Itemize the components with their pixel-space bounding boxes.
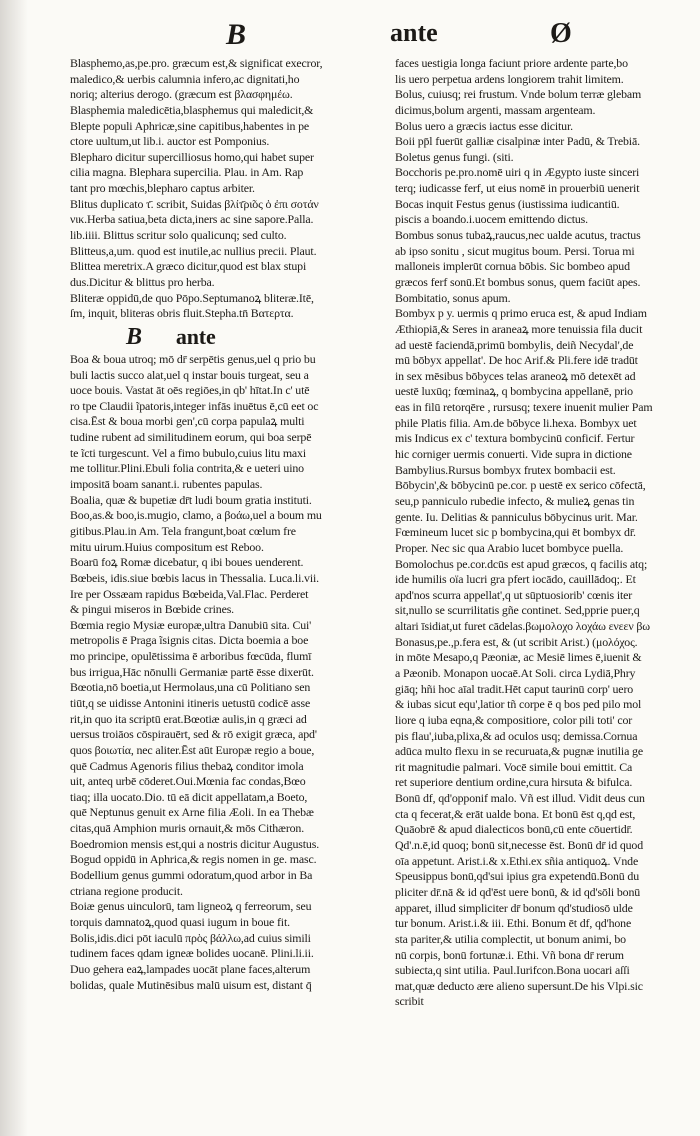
text-line: pis flau',iuba,plixa,& ad oculos usq; demissa.Cornua bbox=[395, 728, 638, 743]
text-line: Bœbeis, idis.siue bœbis lacus in Thessalia. Luca.li.vii. bbox=[70, 570, 319, 585]
text-line: metropolis ē Praga ĩsignis citas. Dicta boemia a boe bbox=[70, 633, 309, 648]
header-mark: Ø bbox=[550, 18, 572, 49]
text-line: ſm, inquit, bliteras obris fluit.Stepha.tn̄ Βατερτα. bbox=[70, 306, 294, 321]
text-line: malloneis implerūt cornua bōbis. Sic bombeo apud bbox=[395, 259, 630, 274]
text-line: Boletus genus fungi. (siti. bbox=[395, 149, 514, 164]
text-line: piscis a boando.i.uocem emittendo dictus. bbox=[395, 212, 588, 227]
page-gutter-shadow bbox=[0, 0, 28, 1136]
section-header-keyword: ante bbox=[175, 323, 216, 349]
text-line: pliciter dr̄.nā & id qd'ēst uere bonū, & id qd'sōli bonū bbox=[395, 884, 641, 899]
text-line: lis uero perpetua ardens longiorem trahit limitem. bbox=[395, 71, 624, 86]
text-line: te ĩcti turgescunt. Vel a fimo bubulo,cuius litu maxi bbox=[70, 445, 306, 460]
text-line: ro tpe Claudii ĩpatoris,integer infās inuētus ē,cū eet oc bbox=[70, 398, 319, 413]
text-line: tiūt,q se uidisse Antonini itineris uetustū codicē asse bbox=[70, 695, 311, 710]
text-line: Boarū foꝝ Romæ dicebatur, q ibi boues uenderent. bbox=[70, 555, 304, 570]
text-line: Bœmia regio Mysiæ europæ,ultra Danubiū sita. Cui' bbox=[70, 617, 312, 632]
text-line: Blepte populi Aphricæ,sine capitibus,habentes in pe bbox=[70, 118, 310, 133]
text-line: mis Indicus ex c' textura bombycinū conficif. Fertur bbox=[395, 431, 635, 446]
text-line: a Pæonib. Monapon uocaē.At Soli. circa Lydiā,Phry bbox=[395, 665, 636, 680]
text-line: Blepharo dicitur supercilliosus homo,qui habet super bbox=[70, 149, 314, 164]
text-line: Bonū df, qd'opponif malo. Vñ est illud. Vidit deus cun bbox=[395, 791, 645, 806]
text-line: mū bōbyx appellat'. De hoc Arif.& Pli.fere idē tradūt bbox=[395, 353, 638, 368]
text-line: Proper. Nec sic qua Arabio lucet bombyce puella. bbox=[395, 540, 624, 555]
text-line: ab ipso sonitu , sicut mugitus boum. Persi. Torua mi bbox=[395, 243, 635, 258]
text-line: Boo,as.& boo,is.mugio, clamo, a βοάω,uel a boum mu bbox=[70, 508, 322, 523]
text-line: quē Cadmus Agenoris filius thebaꝝ conditor imola bbox=[70, 758, 304, 773]
text-line: Blitteus,a,um. quod est inutile,ac nullius precii. Plaut. bbox=[70, 243, 317, 258]
text-line: rit magnitudie palmari. Vocē simile boui emittit. Ca bbox=[395, 759, 633, 774]
text-line: Ire per Ossæam rapidus Bœbeida,Val.Flac. Perderet bbox=[70, 586, 309, 601]
text-line: in sex mēsibus bōbyces telas araneoꝝ mō detexēt ad bbox=[395, 368, 636, 383]
text-line: terq; iudicasse ferf, ut eius nomē in prouerbiū uenerit bbox=[395, 181, 640, 196]
text-line: Boa & boua utroq; mō dr̄ serpētis genus,uel q prio bu bbox=[70, 351, 316, 366]
text-line: noriq; alterius derogo. (græcum est βλασφημέω. bbox=[70, 87, 293, 102]
text-line: uit, anteq urbē cōderet.Oui.Mœnia fac condas,Bœo bbox=[70, 774, 306, 789]
text-line: Blasphemo,as,pe.pro. græcum est,& significat execror, bbox=[70, 56, 323, 70]
text-line: dus.Dicitur & blittus pro herba. bbox=[70, 274, 215, 289]
text-line: subiecta,q sint utilia. Paul.Iurifcon.Bona uocari aſſi bbox=[395, 963, 630, 978]
text-line: Bolis,idis.dici pōt iaculū πρὸς βάλλω,ad cuius simili bbox=[70, 930, 311, 945]
text-line: hic corniger uermis conuerti. Vide supra in dictione bbox=[395, 447, 632, 462]
text-line: Boii pp̄l fuerūt galliæ cisalpinæ inter Padū, & Trebiā. bbox=[395, 134, 640, 149]
header-keyword: ante bbox=[390, 18, 438, 47]
text-line: cta q fecerat,& erāt ualde bona. Et bonū ēst q,qd est, bbox=[395, 806, 636, 821]
text-line: uestē luxūq; fœminaꝝ, q bombycina appellanē, prio bbox=[395, 384, 633, 399]
text-line: ad uestē faciendā,primū bombylis, deiñ Necydal',de bbox=[395, 337, 634, 352]
text-line: faces uestigia longa faciunt priore ardente parte,bo bbox=[395, 56, 628, 70]
text-line: tur bonum. Arist.i.& iii. Ethi. Bonum ēt df, qd'hone bbox=[395, 916, 632, 931]
text-line: Bolus uero a græcis iactus esse dicitur. bbox=[395, 118, 573, 133]
text-line: Quāobrē & apud dialecticos bonū,cū ente cōuertidr̄. bbox=[395, 822, 633, 837]
text-line: bus irrigua,Hāc nōnulli Germaniæ partē ēsse dixerūt. bbox=[70, 664, 314, 679]
text-line: lib.iiii. Blittus scritur solo qualicunq; sed culto. bbox=[70, 228, 287, 243]
text-line: sit,nullo se scurrilitatis gñe continet. Sed,pprie puer,q bbox=[395, 603, 640, 618]
text-line: tudine rubent ad similitudinem eorum, qui boa serpē bbox=[70, 430, 312, 445]
text-line: Blitus duplicato τ̄. scribit, Suidas βλίτ̄ρι̃ος ὁ ἐπι σοτάν bbox=[70, 196, 319, 211]
text-line: græcos ferf sonū.Et bombus sonus, quem faciūt apes. bbox=[395, 274, 641, 289]
text-line: rit,in quo ita scriptū erat.Bœotiæ aulis,in q græci ad bbox=[70, 711, 307, 726]
text-line: seu,p panniculo rubedie infecto, & mulieꝝ genas tin bbox=[395, 493, 635, 508]
text-line: phile Platis filia. Am.de bōbyce li.hexa. Bombyx uet bbox=[395, 415, 637, 430]
text-line: Æthiopiā,& Seres in araneaꝝ more tenuissia fila ducit bbox=[395, 321, 643, 336]
text-line: citas,quā Amphion muris ornauit,& mōs Cithæron. bbox=[70, 821, 305, 836]
text-line: ctriana regione producit. bbox=[70, 883, 183, 898]
text-line: Bliteræ oppidū,de quo Pōpo.Septumanoꝝ bliteræ.Itē, bbox=[70, 290, 314, 305]
left-column bbox=[70, 56, 384, 1116]
text-line: apparet, illud simpliciter dr̄ bonum qd'studiosō ulde bbox=[395, 900, 633, 915]
text-line: in mōte Mesapo,q Pæoniæ, ac Mesiē limes ē,iuenit & bbox=[395, 650, 642, 665]
text-line: Bombyx p y. uermis q primo eruca est, & apud Indiam bbox=[395, 306, 647, 321]
section-header-letter: B bbox=[126, 323, 142, 350]
text-line: & iubas sicut equ',latior tñ corpe ē q bos ped pilo mol bbox=[395, 697, 642, 712]
text-line: eas in filū retorqēre , rursusq; texere inuenit mulier Pam bbox=[395, 400, 653, 415]
text-line: apd'nos scurra appellat',q ut sūptuosiorib' cœnis iter bbox=[395, 587, 633, 602]
text-line: & pingui miseros in Bœbide crines. bbox=[70, 602, 234, 617]
text-line: Bodellium genus gummi odoratum,quod arbor in Ba bbox=[70, 868, 313, 883]
text-line: Bombitatio, sonus apum. bbox=[395, 290, 511, 305]
text-line: bolidas, quale Mutinēsibus malū uisum est, distant q̄ bbox=[70, 977, 312, 992]
text-line: Bolus, cuiusq; rei frustum. Vnde bolum terræ glebam bbox=[395, 87, 642, 102]
text-line: Bocchoris pe.pro.nomē uiri q in Ægypto iuste sinceri bbox=[395, 165, 640, 180]
header-letter: B bbox=[226, 18, 247, 51]
text-line: ide humilis oïa lucri gra pfert iocādo, cauillādoq;. Et bbox=[395, 572, 636, 587]
text-line: gente. Iu. Delitias & panniculus bōbycinus urit. Mar. bbox=[395, 509, 638, 524]
text-line: liore q iuba eqna,& compositiore, color pili toti' cor bbox=[395, 712, 633, 727]
text-line: nū corpis, bonū fortunæ.i. Ethi. Vñ bona dr̄ rerum bbox=[395, 947, 624, 962]
text-line: quē Neptunus genuit ex Arne filia Æoli. In ea Thebæ bbox=[70, 805, 314, 820]
page-header bbox=[0, 18, 700, 58]
text-line: uoce bouis. Vastat āt oēs regiōes,in qb' hītat.In c' utē bbox=[70, 383, 310, 398]
text-line: sta pariter,& utilia complectit, ut bonum animi, bo bbox=[395, 931, 626, 946]
text-line: cilia magna. Blephara supercilia. Plau. in Am. Rap bbox=[70, 165, 304, 180]
text-line: Blasphemia maledicētia,blasphemus qui maledicit,& bbox=[70, 102, 314, 117]
text-line: giāq; hñi hoc aīal tradit.Hēt caput taurinū corp' uero bbox=[395, 681, 634, 696]
section-header bbox=[70, 322, 384, 352]
text-line: mo principe, opulētissima ē arboribus fœcūda, flumī bbox=[70, 649, 312, 664]
text-line: dicimus,bolum argenti, massam argenteam. bbox=[395, 102, 596, 117]
text-line: Speusippus bonū,qd'sui ipius gra expetendū.Bonū du bbox=[395, 869, 640, 884]
text-line: Fœmineum lucet sic p bombycina,qui ēt bombyx dr̄. bbox=[395, 525, 636, 540]
text-line: ret superiore dentium ordine,cura hirsuta & bifulca. bbox=[395, 775, 633, 790]
text-line: altari īsidiat,ut furet cādelas.βωμολοχο λοχάω ενεεν βω bbox=[395, 619, 650, 634]
text-line: gitibus.Plau.in Am. Tela frangunt,boat cœlum fre bbox=[70, 523, 296, 538]
text-line: scribit bbox=[395, 994, 424, 1009]
text-line: Bonasus,pe.,p.fera est, & (ut scribit Arist.) (μολόχος. bbox=[395, 634, 638, 649]
text-line: Bogud oppidū in Aphrica,& regis nomen in ge. masc. bbox=[70, 852, 317, 867]
text-line: me tollitur.Plini.Ebuli folia contrita,& e ueteri uino bbox=[70, 461, 304, 476]
text-line: Boiæ genus uinculorū, tam ligneoꝝ q ferreorum, seu bbox=[70, 899, 312, 914]
text-line: mitu uirum.Huius compositum est Reboo. bbox=[70, 539, 264, 554]
text-line: ctore uultum,ut lib.i. auctor est Pomponius. bbox=[70, 134, 270, 149]
text-line: Bœotia,nō boetia,ut Hermolaus,una cū Politiano sen bbox=[70, 680, 311, 695]
text-line: buli lactis succo alat,uel q instar bouis turgeat, seu a bbox=[70, 367, 309, 382]
text-line: Bombus sonus tubaꝝ,raucus,nec ualde acutus, tractus bbox=[395, 228, 641, 243]
text-line: νικ.Herba satiua,beta dicta,iners ac sine sapore.Palla. bbox=[70, 212, 314, 227]
text-line: Bōbycin',& bōbycinū pe.cor. p uestē ex serico cōfectā, bbox=[395, 478, 646, 493]
right-column bbox=[395, 56, 693, 1126]
text-line: adūca multo flexu in se recuruata,& pugnæ inutilia ge bbox=[395, 744, 643, 759]
text-line: tiaq; illa uocato.Dio. tū eā dicit appellatam,a Boeto, bbox=[70, 789, 308, 804]
text-line: maledico,& uerbis calumnia infero,ac dignitati,ho bbox=[70, 71, 300, 86]
text-line: torquis damnatoꝝ,quod quasi iugum in boue fit. bbox=[70, 914, 290, 929]
text-line: impositā boam sanant.i. rubentes papulas. bbox=[70, 477, 263, 492]
text-line: Qd'.n.ē,id quoq; bonū sit,necesse ēst. Bonū dr̄ id quod bbox=[395, 838, 644, 853]
text-line: Bocas inquit Festus genus (iustissima iudicantiū. bbox=[395, 196, 620, 211]
text-line: cisa.Ēst & boua morbi gen',cū corpa papulaꝝ multi bbox=[70, 414, 305, 429]
text-line: Duo gehera eaꝝ,lampades uocāt plane faces,alterum bbox=[70, 961, 311, 976]
text-line: tudinem faces qdam igneæ bolides uocanē. Plini.li.ii. bbox=[70, 946, 314, 961]
text-line: Bomolochus pe.cor.dcūs est apud græcos, q facilis atq; bbox=[395, 556, 648, 571]
text-line: Boedromion mensis est,qui a nostris dicitur Augustus. bbox=[70, 836, 320, 851]
text-line: uersus troiāos cōspirauērt, sed & rō exigit græca, apd' bbox=[70, 727, 317, 742]
text-line: Blittea meretrix.A græco dicitur,quod est blax stupi bbox=[70, 259, 307, 274]
text-line: mat,quæ deducto ære alieno supersunt.De his Vlpi.sic bbox=[395, 978, 643, 993]
text-line: Bambylius.Rursus bombyx frutex bombacii est. bbox=[395, 462, 616, 477]
text-line: oīa appetunt. Arist.i.& x.Ethi.ex sñia antiquoꝝ. Vnde bbox=[395, 853, 639, 868]
text-line: tant pro mœchis,blepharo captus arbiter. bbox=[70, 181, 255, 196]
text-line: quos βοιωτία, nec aliter.Ēst aūt Europæ regio a boue, bbox=[70, 742, 315, 757]
text-line: Boalia, quæ & bupetiæ dr̄t ludi boum gratia instituti. bbox=[70, 492, 312, 507]
